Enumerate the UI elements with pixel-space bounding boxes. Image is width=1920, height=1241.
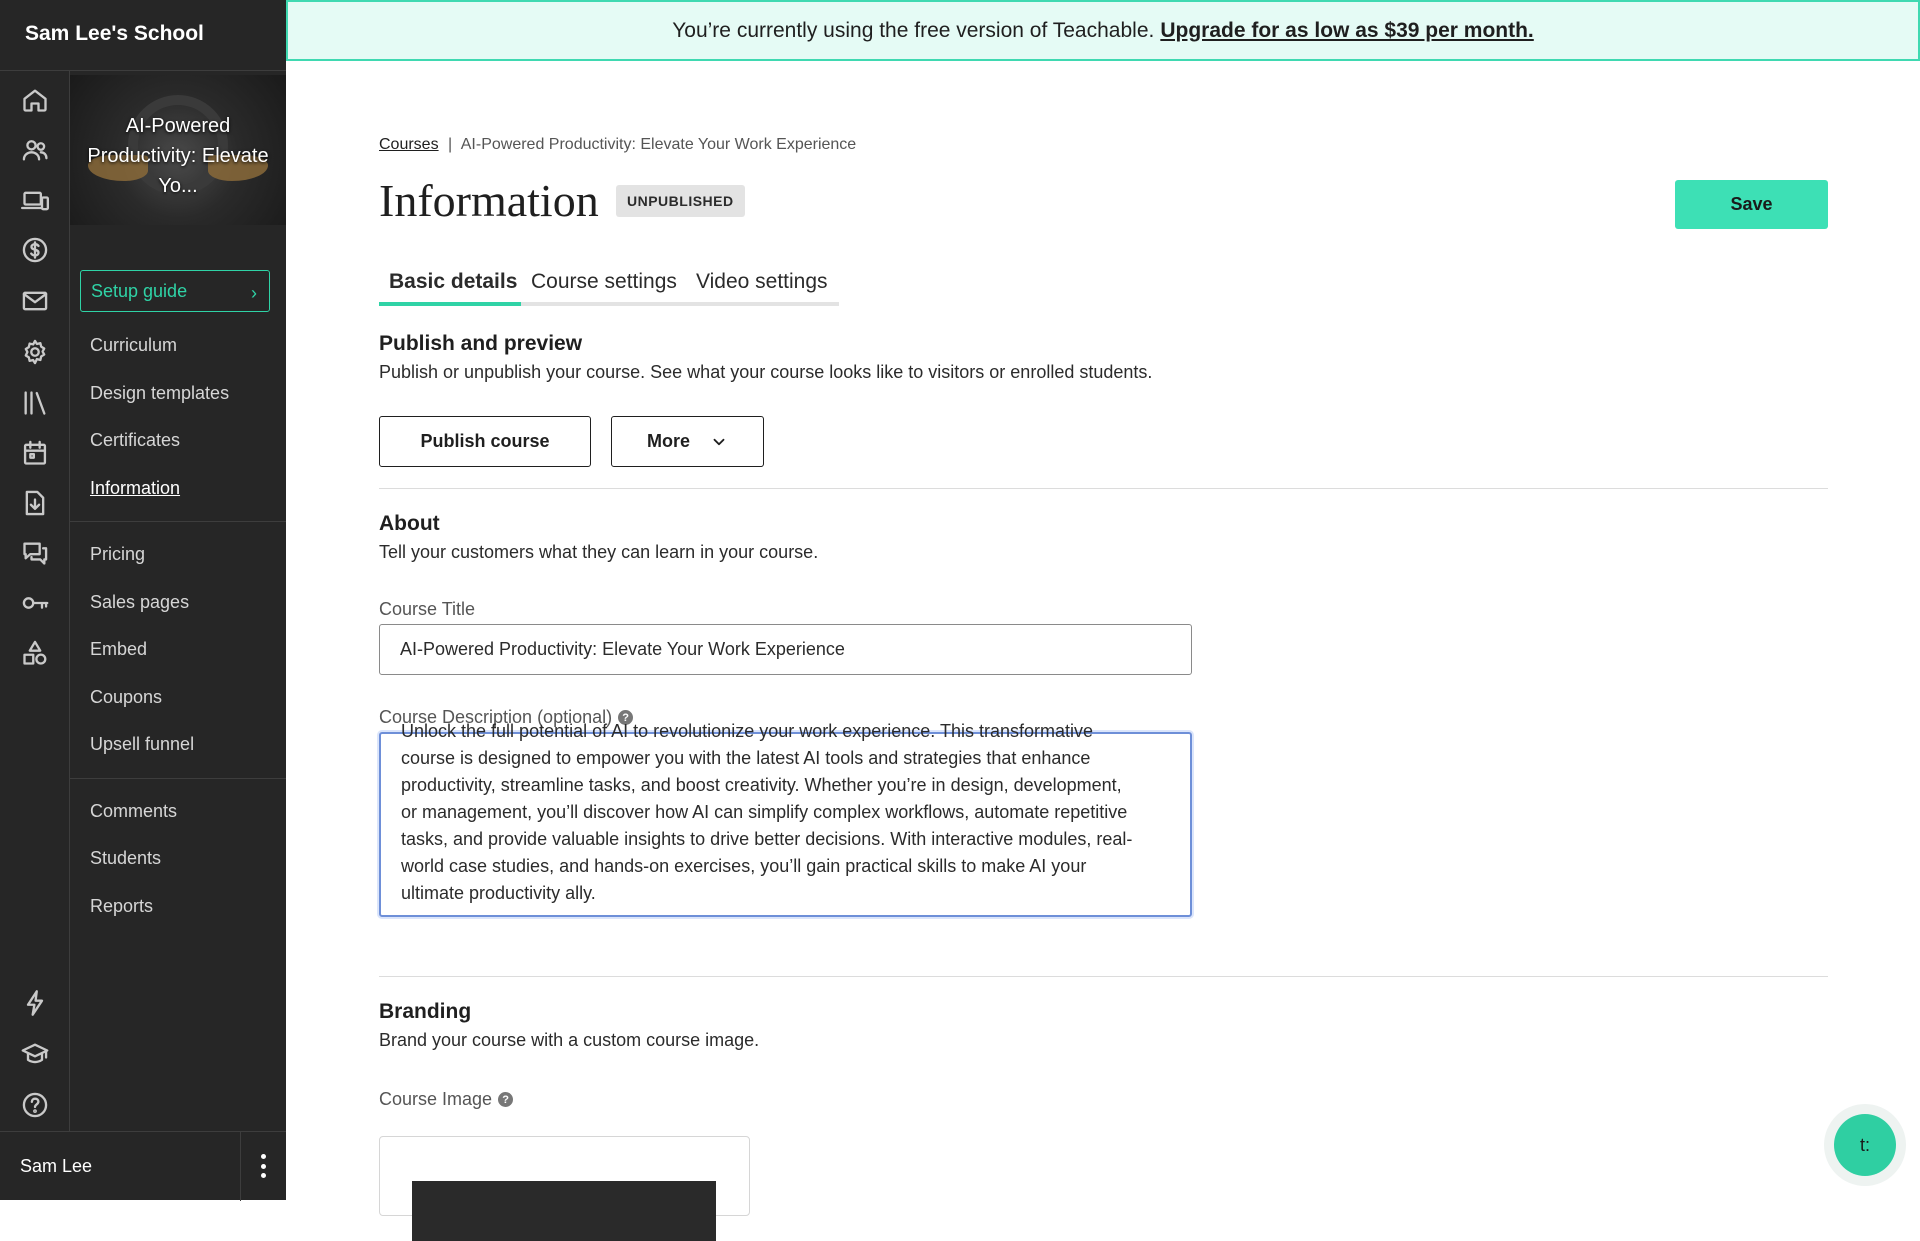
icon-rail [0,71,70,1131]
publish-course-button[interactable]: Publish course [379,416,591,467]
home-icon[interactable] [20,85,50,115]
divider [379,488,1828,489]
divider [70,521,286,522]
chat-launcher-button[interactable] [1834,1114,1896,1176]
devices-icon[interactable] [20,186,50,216]
calendar-icon[interactable] [20,438,50,468]
course-thumb-title: AI-Powered Productivity: Elevate Yo... [87,115,269,197]
users-icon[interactable] [20,135,50,165]
sidebar-item-information[interactable]: Information [90,478,181,498]
upgrade-banner [286,0,1920,61]
tab-video-settings[interactable]: Video settings [696,270,828,293]
branding-section-desc: Brand your course with a custom course image. [379,1030,760,1050]
left-sidebar [0,0,286,1200]
sidebar-item-sales-pages[interactable]: Sales pages [90,592,190,612]
breadcrumb-current: AI-Powered Productivity: Elevate Your Work Experience [460,136,857,153]
sidebar-item-comments[interactable]: Comments [90,801,178,821]
status-badge: UNPUBLISHED [616,185,745,217]
setup-guide-label: Setup guide [91,280,188,301]
divider [240,1132,241,1201]
upgrade-link[interactable]: Upgrade for as low as $39 per month. [1160,18,1534,42]
description-line: Unlock the full potential of AI to revolutionize your work experience. This transformative [401,721,1094,741]
tab-bar [379,264,839,306]
publish-section-title: Publish and preview [379,332,583,355]
about-section-desc: Tell your customers what they can learn in your course. [379,542,819,562]
course-subnav [70,71,286,1131]
help-icon[interactable] [20,1090,50,1120]
page-title: Information [379,175,599,226]
sidebar-item-curriculum[interactable]: Curriculum [90,335,178,355]
gear-icon[interactable] [20,337,50,367]
help-tooltip-icon[interactable]: ? [618,710,633,725]
course-image-label: Course Image [379,1089,493,1109]
save-button[interactable]: Save [1675,180,1828,229]
dollar-icon[interactable] [20,235,50,265]
course-title-label: Course Title [379,599,476,619]
sidebar-item-certificates[interactable]: Certificates [90,430,181,450]
sidebar-item-design-templates[interactable]: Design templates [90,383,230,403]
about-section-title: About [379,512,440,535]
user-name[interactable]: Sam Lee [20,1156,93,1176]
description-line: world case studies, and hands-on exercises, you’ll gain practical skills to make AI your [401,856,1087,876]
shapes-icon[interactable] [20,638,50,668]
description-line: productivity, streamline tasks, and boost creativity. Whether you’re in design, development, [401,775,1122,795]
more-dropdown-button[interactable] [611,416,764,467]
course-image-preview [412,1181,716,1241]
sidebar-item-pricing[interactable]: Pricing [90,544,146,564]
active-tab-indicator [379,302,521,306]
course-title-input[interactable]: AI-Powered Productivity: Elevate Your Work Experience [379,624,1192,675]
school-name[interactable]: Sam Lee's School [25,22,204,45]
breadcrumb [379,136,856,154]
banner-text: You’re currently using the free version of Teachable. [672,18,1155,42]
description-line: course is designed to empower you with the latest AI tools and strategies that enhance [401,748,1091,768]
branding-section-title: Branding [379,1000,472,1023]
course-image-card[interactable] [379,1136,750,1216]
publish-section-desc: Publish or unpublish your course. See what your course looks like to visitors or enrolled students. [379,362,1153,382]
tab-basic-details[interactable]: Basic details [389,270,518,293]
course-description-textarea[interactable] [379,721,1192,917]
divider [379,976,1828,977]
mail-icon[interactable] [20,286,50,316]
kebab-menu-icon[interactable] [256,1154,270,1178]
sidebar-item-embed[interactable]: Embed [90,639,148,659]
download-file-icon[interactable] [20,488,50,518]
sidebar-item-students[interactable]: Students [90,848,162,868]
sidebar-item-upsell-funnel[interactable]: Upsell funnel [90,734,195,754]
lightning-icon[interactable] [20,988,50,1018]
setup-guide-button[interactable] [80,270,270,312]
chat-icon[interactable] [20,538,50,568]
breadcrumb-courses-link[interactable]: Courses [379,136,439,153]
chevron-down-icon [710,433,728,451]
tab-course-settings[interactable]: Course settings [531,270,677,293]
description-line: tasks, and provide valuable insights to drive better decisions. With interactive modules, real- [401,829,1133,849]
course-thumbnail[interactable] [70,75,286,225]
breadcrumb-separator: | [448,136,453,153]
key-icon[interactable] [20,588,50,618]
chat-launcher-label: t: [1859,1134,1870,1155]
course-description-label: Course Description (optional) [379,707,613,727]
course-description-text [401,718,1176,907]
course-image-label-row [379,1089,513,1110]
library-icon[interactable] [20,388,50,418]
divider [70,778,286,779]
more-label: More [646,431,690,451]
sidebar-item-coupons[interactable]: Coupons [90,687,163,707]
help-tooltip-icon[interactable]: ? [498,1092,513,1107]
user-bar [0,1131,286,1200]
description-line: or management, you’ll discover how AI can simplify complex workflows, automate repetitive [401,802,1128,822]
chevron-right-icon: › [251,283,257,303]
sidebar-item-reports[interactable]: Reports [90,896,154,916]
graduation-cap-icon[interactable] [20,1039,50,1069]
description-line: ultimate productivity ally. [401,883,596,903]
